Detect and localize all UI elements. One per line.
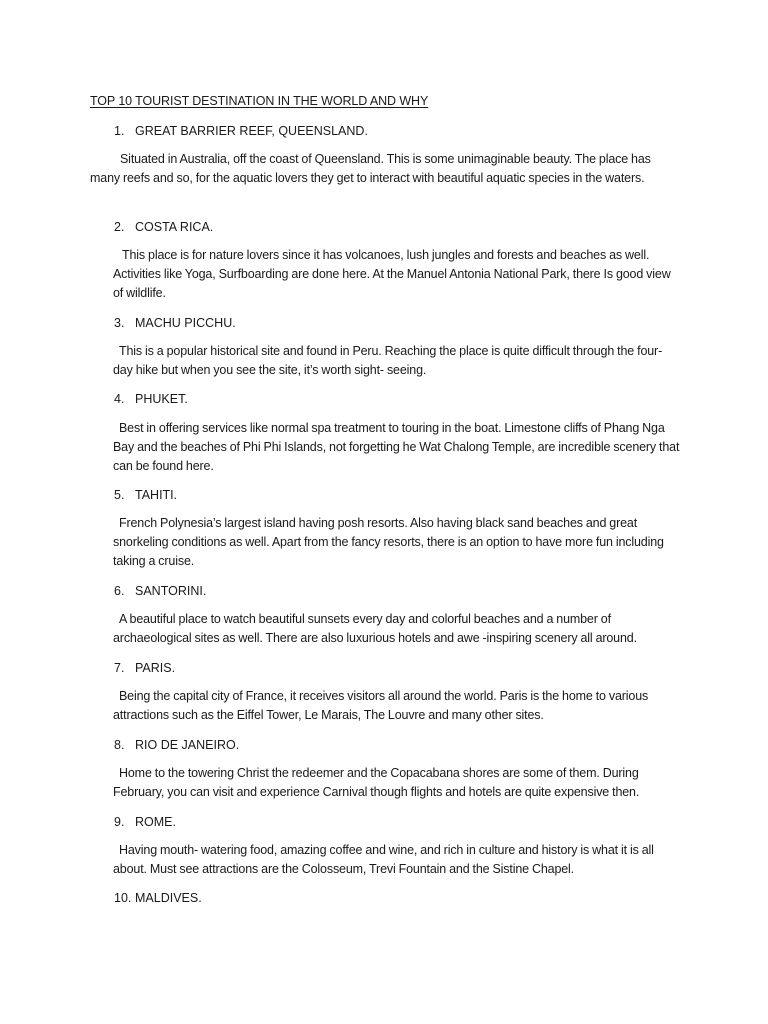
section-body-8: Home to the towering Christ the redeemer and the Copacabana shores are some of them. During February, you can visit and experience Carnival though flights and hotels are quite expensive then. (113, 766, 640, 799)
section-number: 5. (114, 488, 125, 502)
section-title: PHUKET. (135, 392, 188, 406)
section-number: 9. (114, 815, 125, 829)
section-number: 4. (114, 392, 125, 406)
section-number: 10. (114, 891, 132, 905)
section-heading-7 (114, 661, 175, 675)
section-heading-3 (114, 316, 236, 330)
section-heading-10 (114, 891, 202, 905)
section-body-1: Situated in Australia, off the coast of Queensland. This is some unimaginable beauty. The place has many reefs and so, for the aquatic lovers they get to interact with beautiful aquatic species in the waters. (90, 152, 651, 185)
section-title: SANTORINI. (135, 584, 207, 598)
section-title: MACHU PICCHU. (135, 316, 236, 330)
section-title: RIO DE JANEIRO. (135, 738, 240, 752)
section-number: 3. (114, 316, 125, 330)
section-title: MALDIVES. (135, 891, 202, 905)
section-heading-9 (114, 815, 176, 829)
section-heading-4 (114, 392, 188, 406)
section-body-7: Being the capital city of France, it receives visitors all around the world. Paris is the home to various attractions such as the Eiffel Tower, Le Marais, The Louvre and many other sites. (113, 689, 649, 722)
section-heading-1 (114, 124, 368, 138)
section-body-9: Having mouth- watering food, amazing coffee and wine, and rich in culture and history is what it is all about. Must see attractions are the Colosseum, Trevi Fountain and the Sistine Chapel. (113, 843, 654, 876)
section-heading-6 (114, 584, 206, 598)
section-title: TAHITI. (135, 488, 178, 502)
document-title: TOP 10 TOURIST DESTINATION IN THE WORLD AND WHY (90, 94, 429, 108)
section-heading-8 (114, 738, 239, 752)
section-title: ROME. (135, 815, 176, 829)
section-number: 1. (114, 124, 125, 138)
section-heading-5 (114, 488, 177, 502)
section-body-5: French Polynesia’s largest island having posh resorts. Also having black sand beaches and great snorkeling conditions as well. Apart from the fancy resorts, there is an option to have more fun including taking a cruise. (113, 516, 664, 568)
section-title: GREAT BARRIER REEF, QUEENSLAND. (135, 124, 368, 138)
section-number: 7. (114, 661, 125, 675)
section-heading-2 (114, 220, 213, 234)
section-body-4: Best in offering services like normal spa treatment to touring in the boat. Limestone cliffs of Phang Nga Bay and the beaches of Phi Phi Islands, not forgetting he Wat Chalong Temple, are incredible scenery that can be found here. (113, 421, 680, 473)
section-body-2: This place is for nature lovers since it has volcanoes, lush jungles and forests and beaches as well. Activities like Yoga, Surfboarding are done here. At the Manuel Antonia National Park, there Is good view of wildlife. (113, 248, 671, 300)
section-body-6: A beautiful place to watch beautiful sunsets every day and colorful beaches and a number of archaeological sites as well. There are also luxurious hotels and awe -inspiring scenery all around. (113, 612, 637, 645)
section-title: PARIS. (135, 661, 176, 675)
section-body-3: This is a popular historical site and found in Peru. Reaching the place is quite difficult through the four- day hike but when you see the site, it’s worth sight- seeing. (113, 344, 663, 377)
section-number: 8. (114, 738, 125, 752)
section-number: 2. (114, 220, 125, 234)
section-number: 6. (114, 584, 125, 598)
section-title: COSTA RICA. (135, 220, 214, 234)
